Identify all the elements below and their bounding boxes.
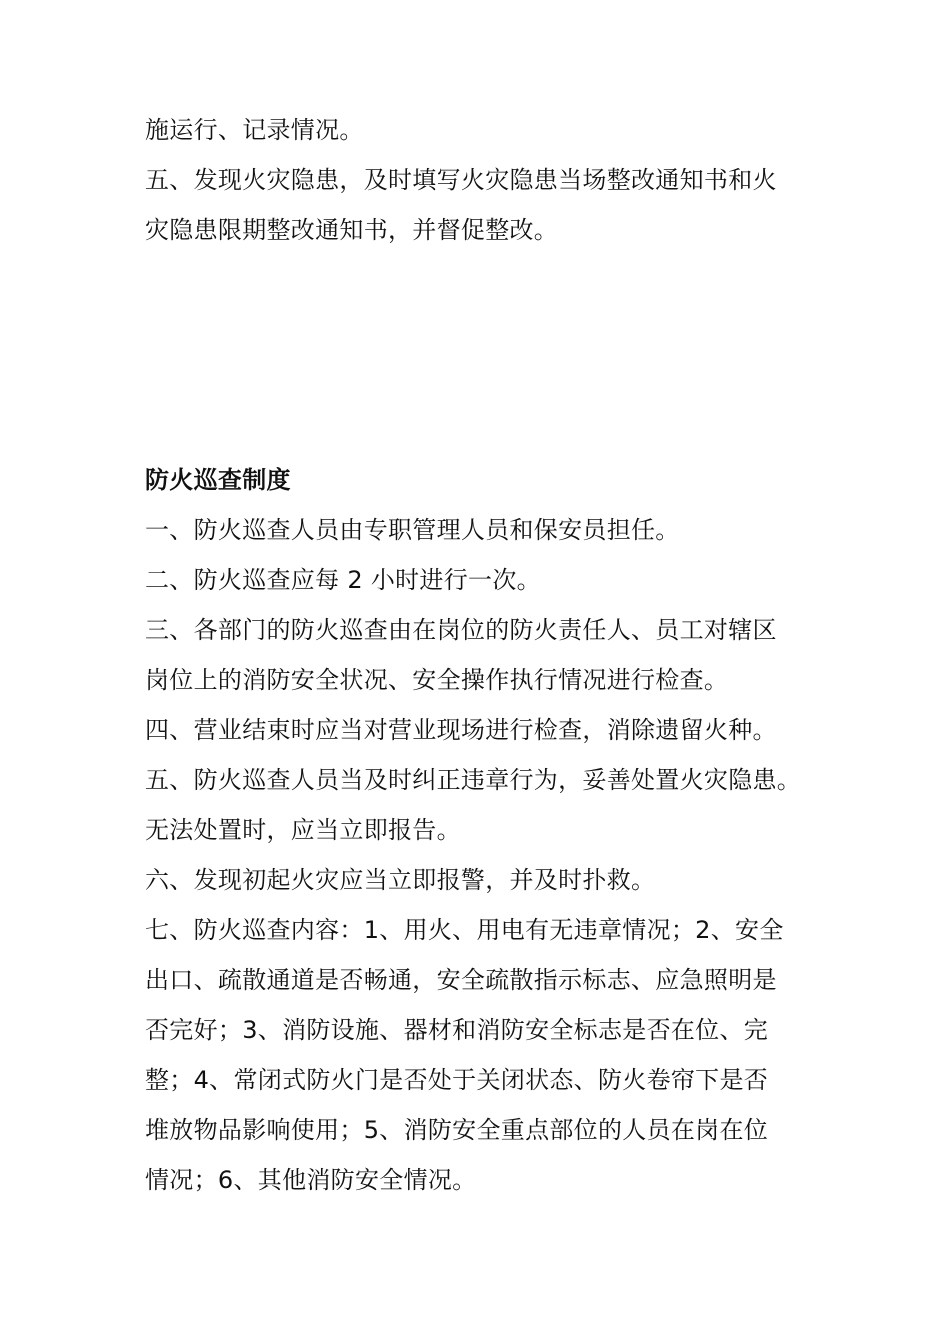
text-line: 情况；6、其他消防安全情况。 <box>145 1166 477 1194</box>
text-line: 三、各部门的防火巡查由在岗位的防火责任人、员工对辖区 <box>145 616 777 644</box>
text-line: 一、防火巡查人员由专职管理人员和保安员担任。 <box>145 516 680 544</box>
text-line: 五、发现火灾隐患，及时填写火灾隐患当场整改通知书和火 <box>145 166 777 194</box>
text-line: 出口、疏散通道是否畅通，安全疏散指示标志、应急照明是 <box>145 966 777 994</box>
text-line: 灾隐患限期整改通知书，并督促整改。 <box>145 216 559 244</box>
text-line: 整；4、常闭式防火门是否处于关闭状态、防火卷帘下是否 <box>145 1066 769 1094</box>
text-line: 堆放物品影响使用；5、消防安全重点部位的人员在岗在位 <box>145 1116 769 1144</box>
fire-patrol-section <box>145 455 815 1205</box>
text-line: 无法处置时，应当立即报告。 <box>145 816 461 844</box>
text-line: 岗位上的消防安全状况、安全操作执行情况进行检查。 <box>145 666 729 694</box>
text-line: 施运行、记录情况。 <box>145 116 364 144</box>
text-line: 否完好；3、消防设施、器材和消防安全标志是否在位、完 <box>145 1016 769 1044</box>
text-line: 五、防火巡查人员当及时纠正违章行为，妥善处置火灾隐患。 <box>145 766 802 794</box>
text-line: 四、营业结束时应当对营业现场进行检查，消除遗留火种。 <box>145 716 777 744</box>
section-title: 防火巡查制度 <box>145 466 291 494</box>
continuation-text <box>145 105 815 255</box>
text-line: 六、发现初起火灾应当立即报警，并及时扑救。 <box>145 866 656 894</box>
text-line: 七、防火巡查内容：1、用火、用电有无违章情况；2、安全 <box>145 916 784 944</box>
text-line: 二、防火巡查应每 2 小时进行一次。 <box>145 566 541 594</box>
